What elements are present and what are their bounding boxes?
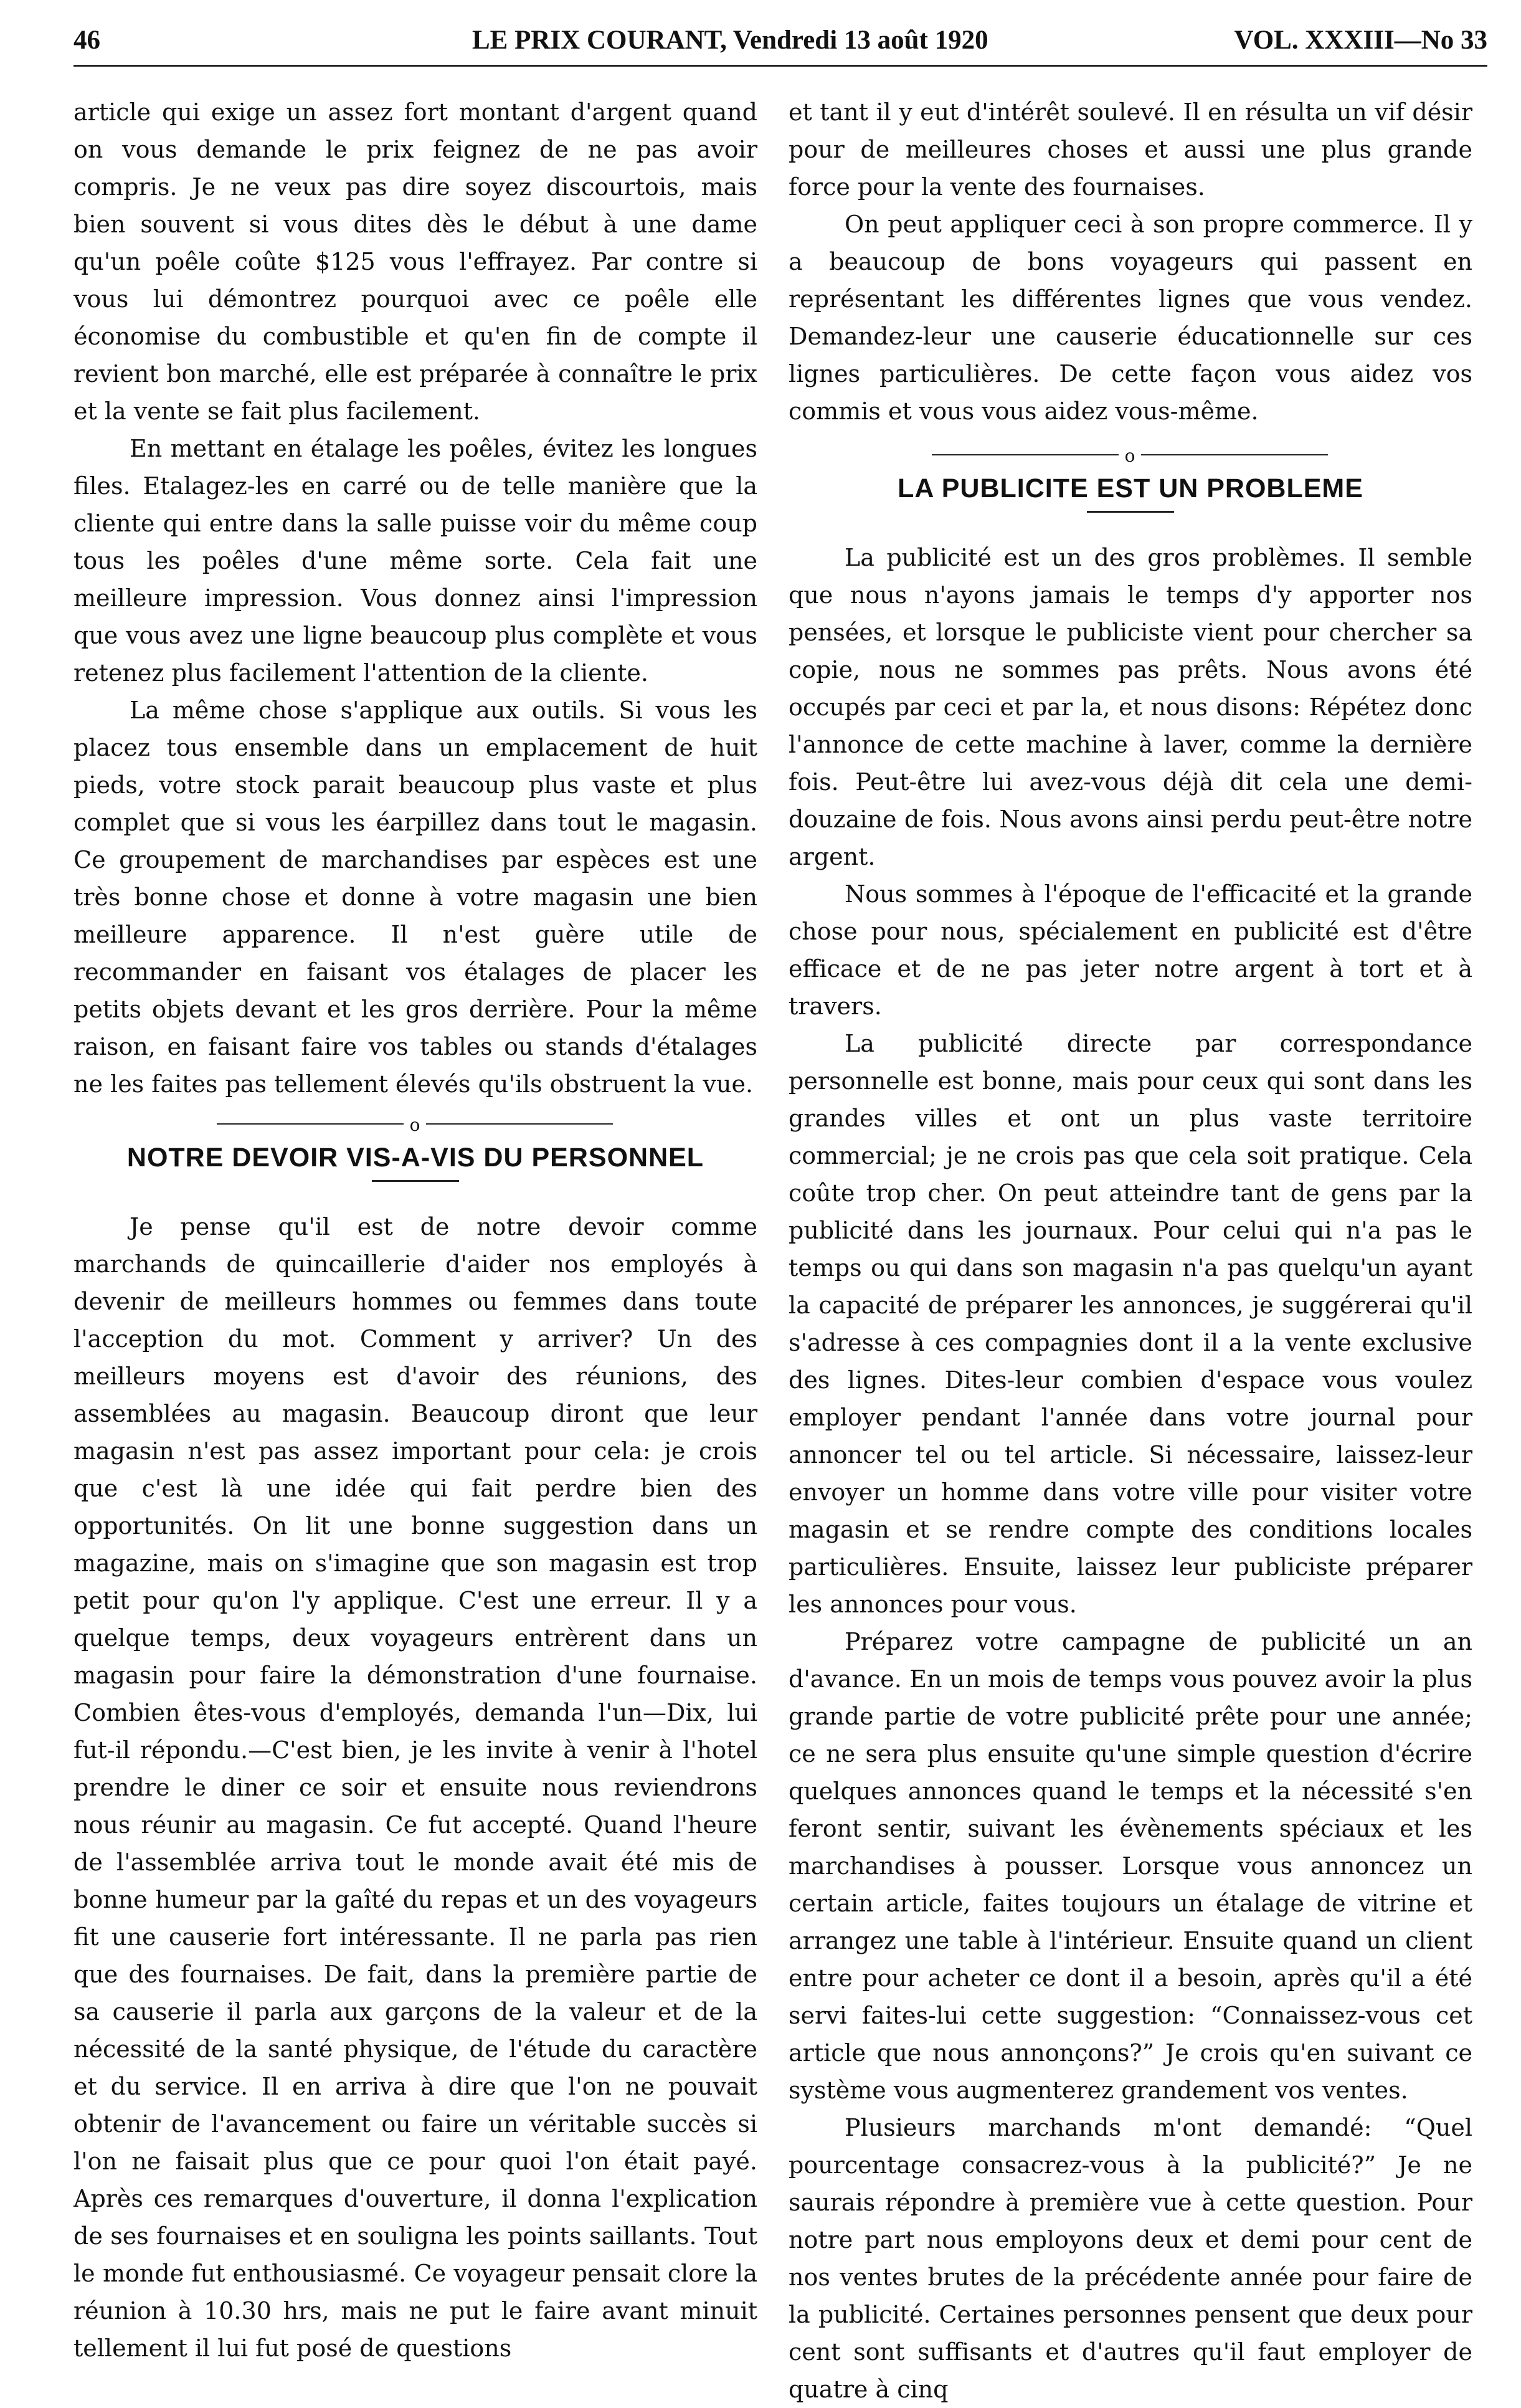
header-rule [73, 65, 1487, 67]
left-column [73, 93, 757, 2367]
paragraph: En mettant en étalage les poêles, évitez les longues files. Etalagez-les en carré ou de telle manière que la cliente qui entre dans la salle puisse voir du même coup tous les poêles d'une même sorte. Cela fait une meilleure impression. Vous donnez ainsi l'impression que vous avez une ligne beaucoup plus complète et vous retenez plus facilement l'attention de la cliente. [73, 435, 757, 687]
paragraph: article qui exige un assez fort montant d'argent quand on vous demande le prix feignez de ne pas avoir compris. Je ne veux pas dire soyez discourtois, mais bien souvent si vous dites dès le début à une dame qu'un poêle coûte $125 vous l'effrayez. Par contre si vous lui démontrez pourquoi avec ce poêle elle économise du combustible et qu'en fin de compte il revient bon marché, elle est préparée à connaître le prix et la vente se fait plus facilement. [73, 98, 757, 425]
paragraph: On peut appliquer ceci à son propre commerce. Il y a beaucoup de bons voyageurs qui passent en représentant les différentes lignes que vous vendez. Demandez-leur une causerie éducationnelle sur ces lignes particulières. De cette façon vous aidez vos commis et vous vous aidez vous-même. [789, 211, 1472, 425]
paragraph: La publicité est un des gros problèmes. Il semble que nous n'ayons jamais le temps d'y apporter nos pensées, et lorsque le publiciste vient pour chercher sa copie, nous ne sommes pas prêts. Nous avons été occupés par ceci et par la, et nous disons: Répétez donc l'annonce de cette machine à laver, comme la dernière fois. Peut-être lui avez-vous déjà dit cela une demi-douzaine de fois. Nous avons ainsi perdu peut-être notre argent. [789, 544, 1472, 870]
section-separator [73, 1113, 757, 1134]
separator-line [932, 454, 1119, 455]
section-separator [789, 444, 1472, 465]
paragraph: et tant il y eut d'intérêt soulevé. Il en résulta un vif désir pour de meilleures choses et aussi une plus grande force pour la vente des fournaises. [789, 98, 1472, 201]
heading-underline [1087, 511, 1174, 513]
separator-mark: o [1124, 445, 1135, 466]
right-column [789, 93, 1472, 2408]
heading-underline [372, 1180, 459, 1182]
paragraph: Nous sommes à l'époque de l'efficacité et la grande chose pour nous, spécialement en publicité est d'être efficace et de ne pas jeter notre argent à tort et à travers. [789, 880, 1472, 1020]
separator-line [217, 1123, 404, 1125]
page-number: 46 [73, 26, 100, 55]
paragraph: La même chose s'applique aux outils. Si vous les placez tous ensemble dans un emplacement de huit pieds, votre stock parait beaucoup plus vaste et plus complet que si vous les éarpillez dans tout le magasin. Ce groupement de marchandises par espèces est une très bonne chose et donne à votre magasin une bien meilleure apparence. Il n'est guère utile de recommander en faisant vos étalages de placer les petits objets devant et les gros derrière. Pour la même raison, en faisant faire vos tables ou stands d'étalages ne les faites pas tellement élevés qu'ils obstruent la vue. [73, 697, 757, 1098]
article-heading: NOTRE DEVOIR VIS-A-VIS DU PERSONNEL [126, 1143, 704, 1173]
paragraph: Je pense qu'il est de notre devoir comme marchands de quincaillerie d'aider nos employés à devenir de meilleurs hommes ou femmes dans toute l'acception du mot. Comment y arriver? Un des meilleurs moyens est d'avoir des réunions, des assemblées au magasin. Beaucoup diront que leur magasin n'est pas assez important pour cela: je crois que c'est là une idée qui fait perdre bien des opportunités. On lit une bonne suggestion dans un magazine, mais on s'imagine que son magasin est trop petit pour qu'on l'y applique. C'est une erreur. Il y a quelque temps, deux voyageurs entrèrent dans un magasin pour faire la démonstration d'une fournaise. Combien êtes-vous d'employés, demanda l'un—Dix, lui fut-il répondu.—C'est bien, je les invite à venir à l'hotel prendre le diner ce soir et ensuite nous reviendrons nous réunir au magasin. Ce fut accepté. Quand l'heure de l'assemblée arriva tout le monde avait été mis de bonne humeur par la gaîté du repas et un des voyageurs fit une causerie fort intéressante. Il ne parla pas rien que des fournaises. De fait, dans la première partie de sa causerie il parla aux garçons de la valeur et de la nécessité de la santé physique, de l'étude du caractère et du service. Il en arriva à dire que l'on ne pouvait obtenir de l'avancement ou faire un véritable succès si l'on ne faisait plus que ce pour quoi l'on était payé. Après ces remarques d'ouverture, il donna l'explication de ses fournaises et en souligna les points saillants. Tout le monde fut enthousiasmé. Ce voyageur pensait clore la réunion à 10.30 hrs, mais ne put le faire avant minuit tellement il lui fut posé de questions [73, 1213, 757, 2362]
paragraph: Préparez votre campagne de publicité un an d'avance. En un mois de temps vous pouvez avoir la plus grande partie de votre publicité prête pour une année; ce ne sera plus ensuite qu'une simple question d'écrire quelques annonces quand le temps et la nécessité s'en feront sentir, suivant les évènements spéciaux et les marchandises à pousser. Lorsque vous annoncez un certain article, faites toujours un étalage de vitrine et arrangez une table à l'intérieur. Ensuite quand un client entre pour acheter ce dont il a besoin, après qu'il a été servi faites-lui cette suggestion: “Connaissez-vous cet article que nous annonçons?” Je crois qu'en suivant ce système vous augmenterez grandement vos ventes. [789, 1628, 1472, 2104]
article-heading: LA PUBLICITE EST UN PROBLEME [898, 474, 1363, 503]
paragraph: La publicité directe par correspondance personnelle est bonne, mais pour ceux qui sont dans les grandes villes et ont un plus vaste territoire commercial; je ne crois pas que cela soit pratique. Cela coûte trop cher. On peut atteindre tant de gens par la publicité dans les journaux. Pour celui qui n'a pas le temps ou qui dans son magasin n'a pas quelqu'un ayant la capacité de préparer les annonces, je suggérerai qu'il s'adresse à ces compagnies dont il a la vente exclusive des lignes. Dites-leur combien d'espace vous voulez employer pendant l'année dans votre journal pour annoncer tel ou tel article. Si nécessaire, laissez-leur envoyer un homme dans votre ville pour visiter votre magasin et se rendre compte des conditions locales particulières. Ensuite, laissez leur publiciste préparer les annonces pour vous. [789, 1030, 1472, 1618]
separator-line [426, 1123, 613, 1125]
page-header [73, 25, 1487, 64]
separator-line [1141, 454, 1328, 455]
separator-mark: o [409, 1115, 420, 1135]
paragraph: Plusieurs marchands m'ont demandé: “Quel pourcentage consacrez-vous à la publicité?” Je ne saurais répondre à première vue à cette question. Pour notre part nous employons deux et demi pour cent de nos ventes brutes de la précédente année pour faire de la publicité. Certaines personnes pensent que deux pour cent sont suffisants et d'autres qu'il faut employer de quatre à cinq [789, 2114, 1472, 2403]
publication-title: LE PRIX COURANT, Vendredi 13 août 1920 [472, 26, 988, 55]
volume-number: VOL. XXXIII—No 33 [1234, 26, 1487, 55]
